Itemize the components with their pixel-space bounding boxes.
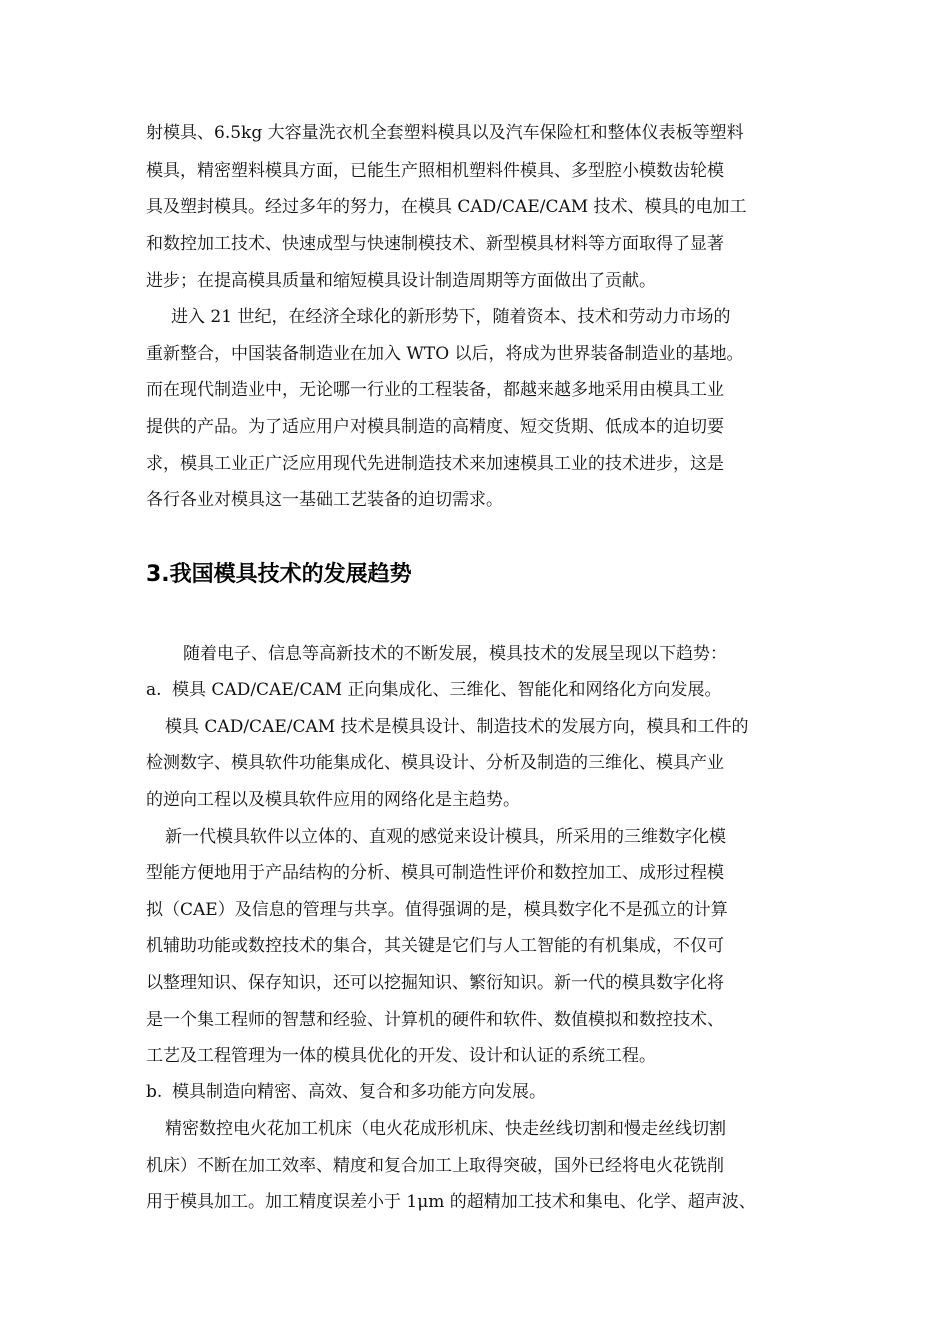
paragraph-1-line: 模具，精密塑料模具方面，已能生产照相机塑料件模具、多型腔小模数齿轮模 [146, 161, 724, 181]
paragraph-5-line: 精密数控电火花加工机床（电火花成形机床、快走丝线切割和慢走丝线切割 [165, 1119, 726, 1139]
paragraph-1-line: 射模具、6.5kg 大容量洗衣机全套塑料模具以及汽车保险杠和整体仪表板等塑料 [146, 123, 744, 143]
paragraph-2-line: 进入 21 世纪，在经济全球化的新形势下，随着资本、技术和劳动力市场的 [171, 307, 731, 327]
paragraph-1-line: 具及塑封模具。经过多年的努力，在模具 CAD/CAE/CAM 技术、模具的电加工 [146, 197, 747, 217]
paragraph-4-line: 工艺及工程管理为一体的模具优化的开发、设计和认证的系统工程。 [146, 1046, 656, 1066]
list-item-b-text: 模具制造向精密、高效、复合和多功能方向发展。 [172, 1082, 546, 1102]
paragraph-3-line: 的逆向工程以及模具软件应用的网络化是主趋势。 [146, 790, 520, 810]
paragraph-4-line: 新一代模具软件以立体的、直观的感觉来设计模具，所采用的三维数字化模 [165, 827, 726, 847]
paragraph-3-line: 检测数字、模具软件功能集成化、模具设计、分析及制造的三维化、模具产业 [146, 753, 724, 773]
paragraph-2-line: 各行各业对模具这一基础工艺装备的迫切需求。 [146, 490, 503, 510]
list-item-a-text: 模具 CAD/CAE/CAM 正向集成化、三维化、智能化和网络化方向发展。 [172, 680, 722, 700]
paragraph-4-line: 拟（CAE）及信息的管理与共享。值得强调的是，模具数字化不是孤立的计算 [146, 900, 728, 920]
paragraph-4-line: 以整理知识、保存知识，还可以挖掘知识、繁衍知识。新一代的模具数字化将 [146, 973, 724, 993]
paragraph-2-line: 重新整合，中国装备制造业在加入 WTO 以后，将成为世界装备制造业的基地。 [146, 344, 744, 364]
paragraph-2-line: 求，模具工业正广泛应用现代先进制造技术来加速模具工业的技术进步，这是 [146, 454, 724, 474]
paragraph-2-line: 提供的产品。为了适应用户对模具制造的高精度、短交货期、低成本的迫切要 [146, 417, 724, 437]
list-marker-b: b. [146, 1082, 163, 1102]
paragraph-5-line: 用于模具加工。加工精度误差小于 1μm 的超精加工技术和集电、化学、超声波、 [146, 1192, 756, 1212]
section-heading: 3.我国模具技术的发展趋势 [146, 562, 412, 587]
paragraph-1-line: 进步；在提高模具质量和缩短模具设计制造周期等方面做出了贡献。 [146, 271, 656, 291]
intro-line: 随着电子、信息等高新技术的不断发展，模具技术的发展呈现以下趋势： [183, 644, 727, 664]
paragraph-5-line: 机床）不断在加工效率、精度和复合加工上取得突破，国外已经将电火花铣削 [146, 1156, 724, 1176]
paragraph-4-line: 是一个集工程师的智慧和经验、计算机的硬件和软件、数值模拟和数控技术、 [146, 1010, 724, 1030]
paragraph-1-line: 和数控加工技术、快速成型与快速制模技术、新型模具材料等方面取得了显著 [146, 234, 724, 254]
paragraph-4-line: 型能方便地用于产品结构的分析、模具可制造性评价和数控加工、成形过程模 [146, 863, 724, 883]
list-marker-a: a. [146, 680, 162, 700]
paragraph-3-line: 模具 CAD/CAE/CAM 技术是模具设计、制造技术的发展方向，模具和工件的 [165, 717, 749, 737]
paragraph-2-line: 而在现代制造业中，无论哪一行业的工程装备，都越来越多地采用由模具工业 [146, 380, 724, 400]
paragraph-4-line: 机辅助功能或数控技术的集合，其关键是它们与人工智能的有机集成，不仅可 [146, 936, 724, 956]
